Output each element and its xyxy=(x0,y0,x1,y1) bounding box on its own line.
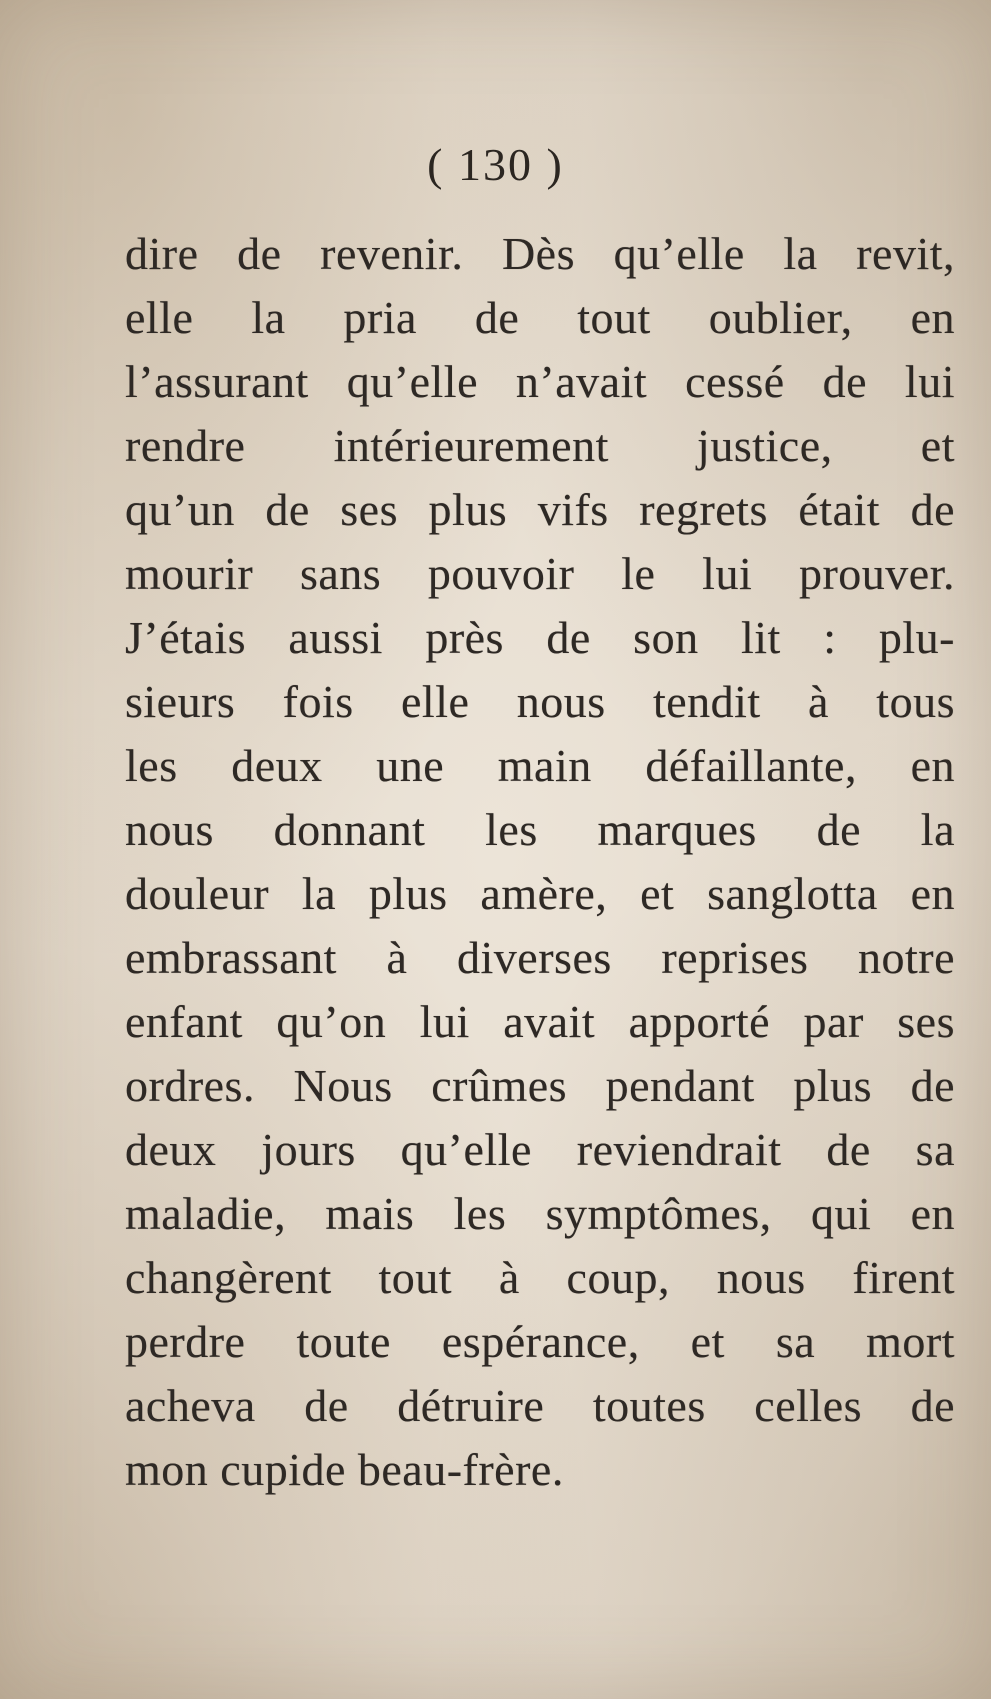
page-number: ( 130 ) xyxy=(427,139,564,190)
text-line: l’assurant qu’elle n’avait cessé de lui xyxy=(125,356,955,407)
text-line: acheva de détruire toutes celles de xyxy=(125,1380,955,1431)
text-line: dire de revenir. Dès qu’elle la revit, xyxy=(125,228,955,279)
text-line: douleur la plus amère, et sanglotta en xyxy=(125,868,955,919)
body-text xyxy=(125,222,955,1502)
text-line: qu’un de ses plus vifs regrets était de xyxy=(125,484,955,535)
text-line: mourir sans pouvoir le lui prouver. xyxy=(125,548,955,599)
text-line: perdre toute espérance, et sa mort xyxy=(125,1316,955,1367)
text-line: mon cupide beau-frère. xyxy=(125,1444,564,1495)
text-line: maladie, mais les symptômes, qui en xyxy=(125,1188,955,1239)
text-line: enfant qu’on lui avait apporté par ses xyxy=(125,996,955,1047)
text-line: ordres. Nous crûmes pendant plus de xyxy=(125,1060,955,1111)
text-line: embrassant à diverses reprises notre xyxy=(125,932,955,983)
text-line: les deux une main défaillante, en xyxy=(125,740,955,791)
text-line: nous donnant les marques de la xyxy=(125,804,955,855)
text-line: elle la pria de tout oublier, en xyxy=(125,292,955,343)
text-line: changèrent tout à coup, nous firent xyxy=(125,1252,955,1303)
text-line: J’étais aussi près de son lit : plu- xyxy=(125,612,955,663)
text-line: sieurs fois elle nous tendit à tous xyxy=(125,676,955,727)
text-line: rendre intérieurement justice, et xyxy=(125,420,955,471)
text-line: deux jours qu’elle reviendrait de sa xyxy=(125,1124,955,1175)
